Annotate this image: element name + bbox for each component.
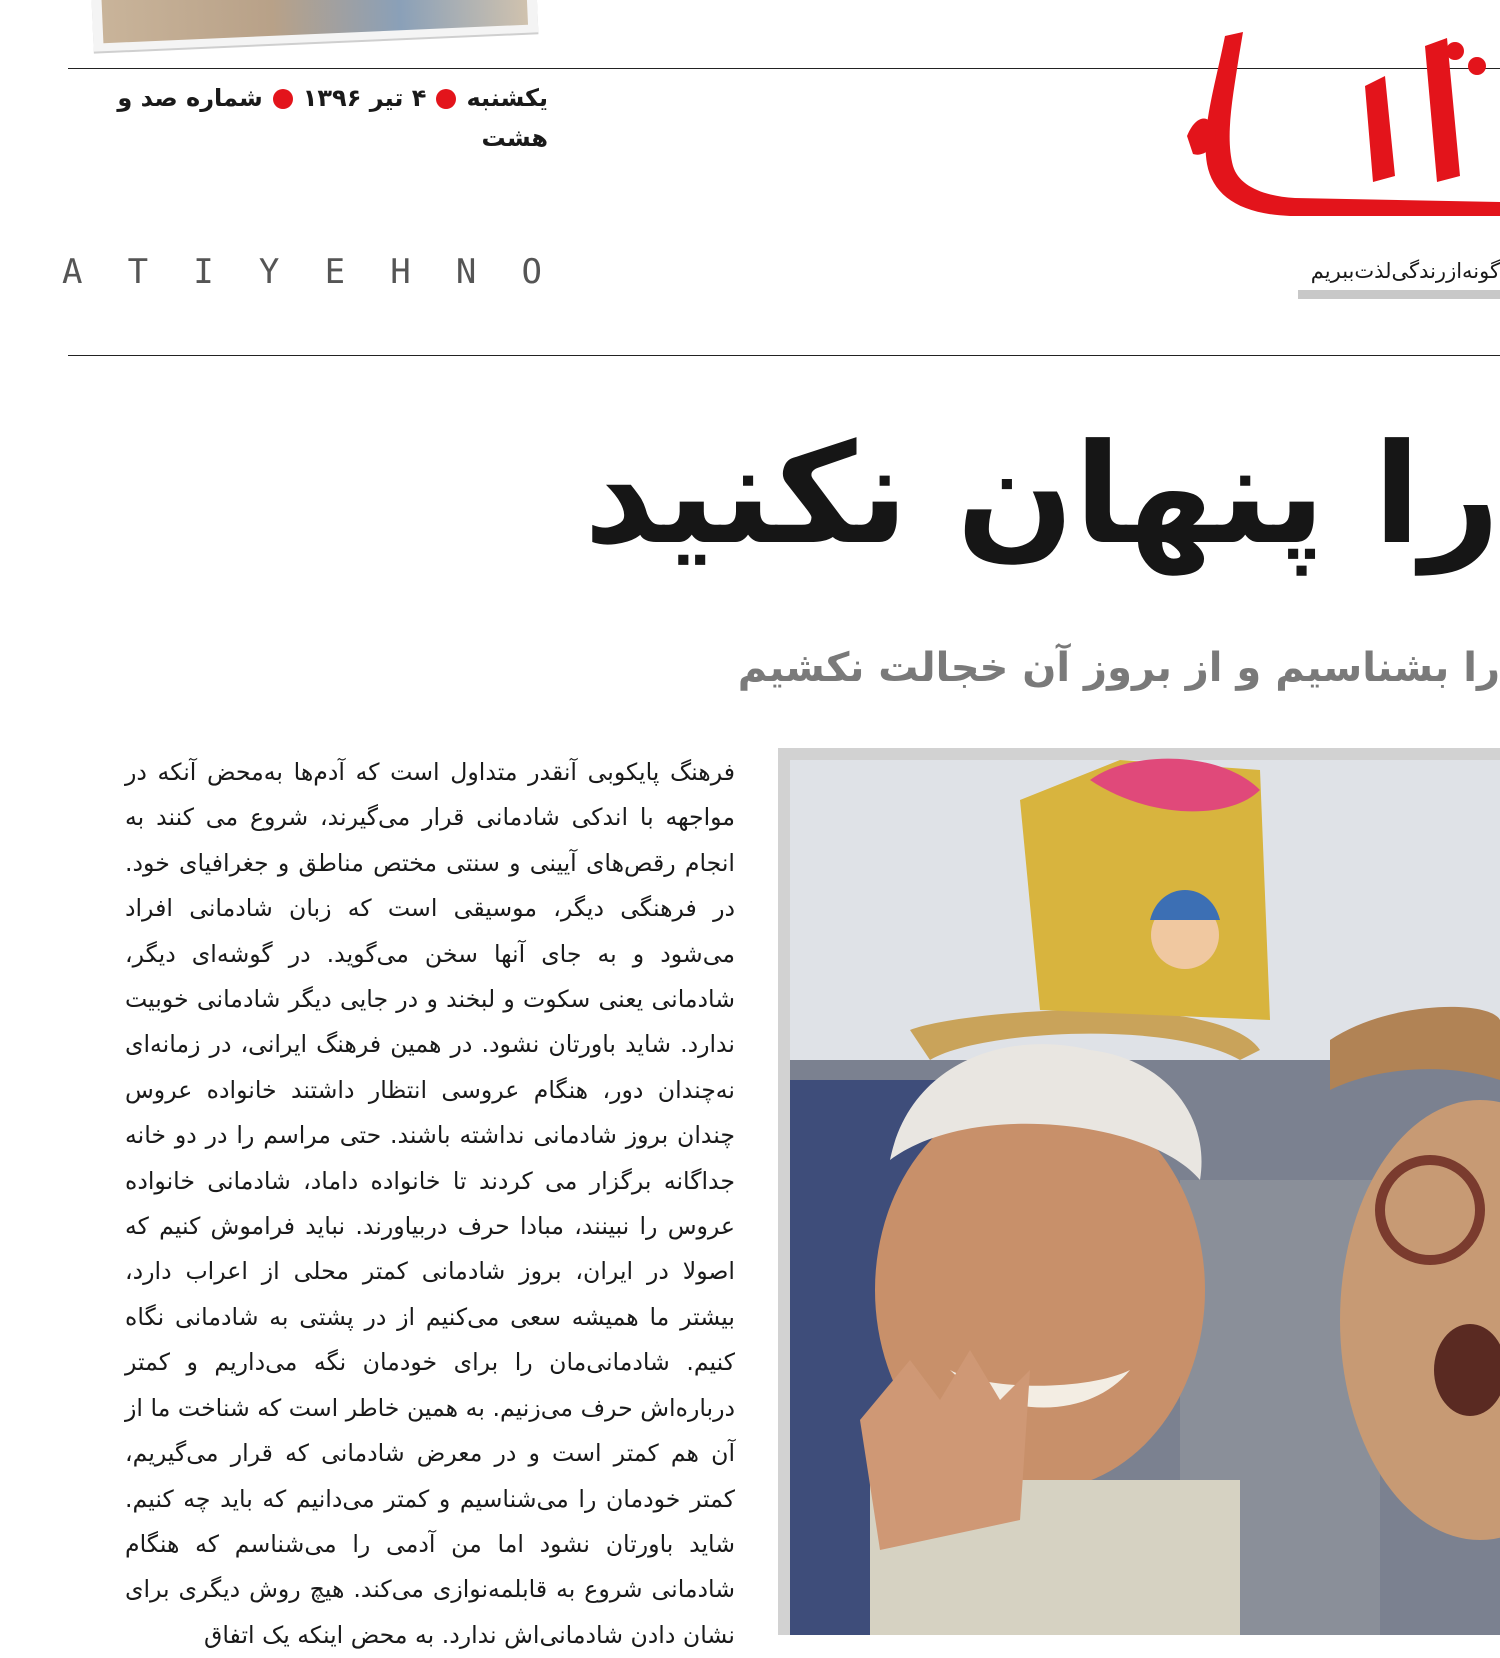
latin-letter: Y <box>258 252 280 292</box>
photo-illustration <box>790 760 1500 1635</box>
article-headline: را پنهان نکنید <box>583 414 1500 575</box>
article-subheadline: را بشناسیم و از بروز آن خجالت نکشیم <box>737 645 1500 691</box>
latin-letter-row <box>62 252 542 292</box>
dateline-day: یکشنبه <box>466 84 548 112</box>
dateline <box>68 78 548 152</box>
dateline-date: ۴ تیر ۱۳۹۶ <box>302 84 427 112</box>
latin-letter: T <box>127 252 149 292</box>
latin-letter: I <box>193 252 214 292</box>
dateline-separator-dot <box>436 89 456 109</box>
masthead-tagline: گونه‌ازرندگی‌لذت‌ببریم <box>1310 259 1500 283</box>
latin-letter: H <box>390 252 411 292</box>
section-rule <box>68 355 1500 356</box>
latin-letter: N <box>455 252 477 292</box>
top-photo-clipping <box>91 0 539 52</box>
masthead-logo <box>1185 26 1500 226</box>
article-photo <box>790 760 1500 1635</box>
tagline-underline <box>1298 290 1500 299</box>
latin-letter: E <box>324 252 346 292</box>
dateline-issue: شماره صد و هشت <box>117 84 548 152</box>
latin-letter: O <box>521 252 542 292</box>
article-body: فرهنگ پایکوبی آنقدر متداول است که آدم‌ها به‌محض آنکه در مواجهه با اندکی شادمانی قرار می‌گیرند، شروع می کنند به انجام رقص‌های آیینی و سنتی مختص مناطق و جغرافیای خود. در فرهنگی دیگر، موسیقی است که زبان شادمانی افراد می‌شود و به جای آنها سخن می‌گوید. در گوشه‌ای دیگر، شادمانی یعنی سکوت و لبخند و در جایی دیگر شادمانی خوبیت ندارد. شاید باورتان نشود. در همین فرهنگ ایرانی، در زمانه‌ای نه‌چندان دور، هنگام عروسی انتظار داشتند خانواده عروس چندان بروز شادمانی نداشته باشند. حتی مراسم را در دو خانه جداگانه برگزار می کردند تا خانواده داماد، شادمانی خانواده عروس را نبینند، مبادا حرف دربیاورند. نباید فراموش کنیم که اصولا در ایران، بروز شادمانی کمتر محلی از اعراب دارد، بیشتر ما همیشه سعی می‌کنیم از در پشتی به شادمانی نگاه کنیم. شادمانی‌مان را برای خودمان نگه می‌داریم و کمتر درباره‌اش حرف می‌زنیم. به همین خاطر است که شناخت ما از آن هم کمتر است و در معرض شادمانی که قرار می‌گیریم، کمتر خودمان را می‌شناسیم و کمتر می‌دانیم که باید چه کنیم. شاید باورتان نشود اما من آدمی را می‌شناسم که هنگام شادمانی شروع به قابلمه‌نوازی می‌کند. هیچ روش دیگری برای نشان دادن شادمانی‌اش ندارد. به محض اینکه یک اتفاق <box>125 758 735 1649</box>
dateline-separator-dot <box>273 89 293 109</box>
latin-letter: A <box>62 252 83 292</box>
